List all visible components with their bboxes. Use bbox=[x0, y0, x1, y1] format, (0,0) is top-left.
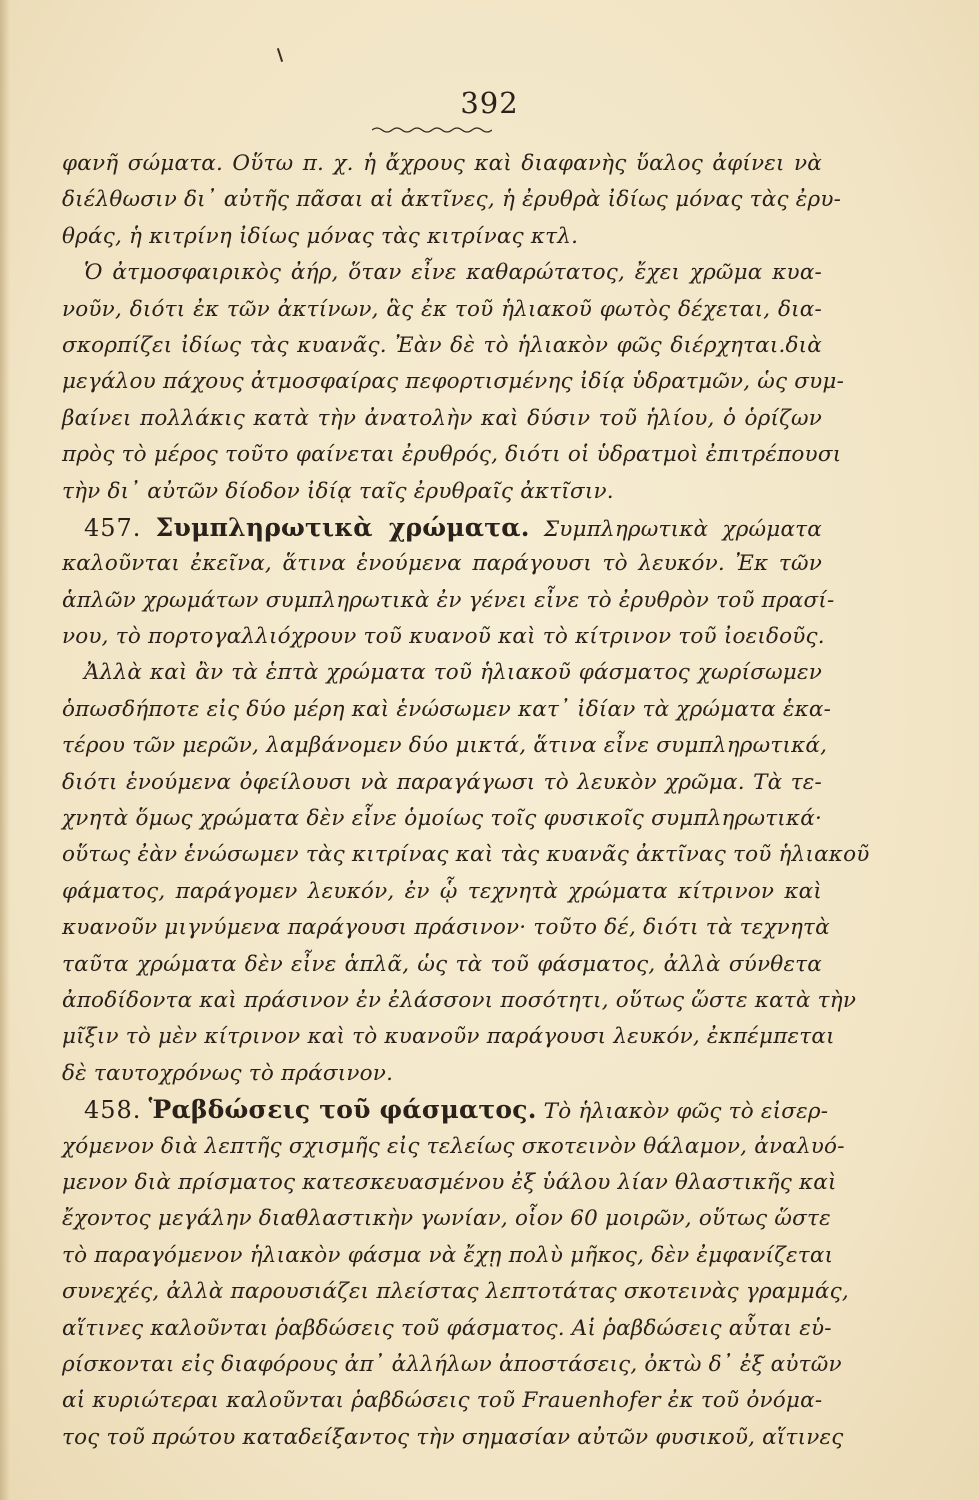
text-line: αἵτινες καλοῦνται ῥαβδώσεις τοῦ φάσματος. Αἱ ῥαβδώσεις αὗται εὑ- bbox=[62, 1315, 832, 1341]
text-line: μῖξιν τὸ μὲν κίτρινον καὶ τὸ κυανοῦν παράγουσι λευκόν, ἐκπέμπεται bbox=[62, 1024, 835, 1050]
text-line: διότι ἑνούμενα ὀφείλουσι νὰ παραγάγωσι τὸ λευκὸν χρῶμα. Τὰ τε- bbox=[62, 769, 822, 795]
text-line: φάματος, παράγομεν λευκόν, ἐν ᾧ τεχνητὰ χρώματα κίτρινον καὶ bbox=[62, 878, 822, 904]
text-line: τὴν δι᾽ αὐτῶν δίοδον ἰδίᾳ ταῖς ἐρυθραῖς ἀκτῖσιν. bbox=[62, 478, 614, 504]
text-line: ἔχοντος μεγάλην διαθλαστικὴν γωνίαν, οἷον 60 μοιρῶν, οὕτως ὥστε bbox=[62, 1206, 831, 1232]
text-line: νοῦν, διότι ἐκ τῶν ἀκτίνων, ἃς ἐκ τοῦ ἡλιακοῦ φωτὸς δέχεται, δια- bbox=[62, 296, 822, 322]
text-line: ρίσκονται εἰς διαφόρους ἀπ᾽ ἀλλήλων ἀποστάσεις, ὀκτὼ δ᾽ ἐξ αὐτῶν bbox=[62, 1351, 842, 1377]
text-line: ὁπωσδήποτε εἰς δύο μέρη καὶ ἑνώσωμεν κατ᾽ ἰδίαν τὰ χρώματα ἑκα- bbox=[62, 696, 832, 722]
text-line: φανῆ σώματα. Οὕτω π. χ. ἡ ἄχρους καὶ διαφανὴς ὕαλος ἀφίνει νὰ bbox=[62, 151, 822, 176]
text-line: χόμενον διὰ λεπτῆς σχισμῆς εἰς τελείως σκοτεινὸν θάλαμον, ἀναλυό- bbox=[62, 1133, 845, 1159]
text-line: κυανοῦν μιγνύμενα παράγουσι πράσινον· τοῦτο δέ, διότι τὰ τεχνητὰ bbox=[62, 915, 830, 941]
text-line: μεγάλου πάχους ἀτμοσφαίρας πεφορτισμένης ἰδίᾳ ὑδρατμῶν, ὡς συμ- bbox=[62, 369, 845, 395]
section-number: 457. bbox=[84, 513, 142, 542]
page-number: 392 bbox=[460, 86, 519, 120]
text-line: δὲ ταυτοχρόνως τὸ πράσινον. bbox=[62, 1060, 394, 1086]
section-title: Ῥαβδώσεις τοῦ φάσματος. bbox=[148, 1095, 537, 1125]
text-line: πρὸς τὸ μέρος τοῦτο φαίνεται ἐρυθρός, διότι οἱ ὑδρατμοὶ ἐπιτρέπουσι bbox=[62, 442, 842, 468]
text-line: καλοῦνται ἐκεῖνα, ἅτινα ἑνούμενα παράγουσι τὸ λευκόν. Ἐκ τῶν bbox=[62, 551, 822, 577]
text-line: ταῦτα χρώματα δὲν εἶνε ἁπλᾶ, ὡς τὰ τοῦ φάσματος, ἀλλὰ σύνθετα bbox=[62, 951, 822, 977]
section-heading-458 bbox=[62, 1092, 829, 1128]
text-line: βαίνει πολλάκις κατὰ τὴν ἀνατολὴν καὶ δύσιν τοῦ ἡλίου, ὁ ὁρίζων bbox=[62, 405, 822, 431]
text-line: Ὁ ἀτμοσφαιρικὸς ἀήρ, ὅταν εἶνε καθαρώτατος, ἔχει χρῶμα κυα- bbox=[84, 260, 822, 286]
page-number-ornament bbox=[372, 126, 492, 134]
text-line: μενον διὰ πρίσματος κατεσκευασμένου ἐξ ὑάλου λίαν θλαστικῆς καὶ bbox=[62, 1169, 837, 1195]
text-line: Ἀλλὰ καὶ ἂν τὰ ἑπτὰ χρώματα τοῦ ἡλιακοῦ φάσματος χωρίσωμεν bbox=[84, 660, 822, 686]
section-lead-text: Συμπληρωτικὰ χρώματα bbox=[543, 516, 822, 542]
text-line: σκορπίζει ἰδίως τὰς κυανᾶς. Ἐὰν δὲ τὸ ἡλιακὸν φῶς διέρχηται.διὰ bbox=[62, 332, 822, 358]
text-line: αἱ κυριώτεραι καλοῦνται ῥαβδώσεις τοῦ Frauenhofer ἐκ τοῦ ὀνόμα- bbox=[62, 1388, 823, 1414]
text-line: τὸ παραγόμενον ἡλιακὸν φάσμα νὰ ἔχῃ πολὺ μῆκος, δὲν ἐμφανίζεται bbox=[62, 1242, 834, 1268]
text-line: ἀποδίδοντα καὶ πράσινον ἐν ἐλάσσονι ποσότητι, οὕτως ὥστε κατὰ τὴν bbox=[62, 987, 857, 1013]
text-line: διέλθωσιν δι᾽ αὐτῆς πᾶσαι αἱ ἀκτῖνες, ἡ ἐρυθρὰ ἰδίως μόνας τὰς ἐρυ- bbox=[62, 187, 842, 213]
section-lead-text: Τὸ ἡλιακὸν φῶς τὸ εἰσερ- bbox=[543, 1099, 829, 1125]
page-edge-shadow bbox=[0, 0, 10, 1500]
text-line: οὕτως ἐὰν ἑνώσωμεν τὰς κιτρίνας καὶ τὰς κυανᾶς ἀκτῖνας τοῦ ἡλιακοῦ bbox=[62, 842, 870, 868]
section-number: 458. bbox=[84, 1096, 142, 1125]
text-line: ἁπλῶν χρωμάτων συμπληρωτικὰ ἐν γένει εἶνε τὸ ἐρυθρὸν τοῦ πρασί- bbox=[62, 587, 835, 613]
stray-mark bbox=[277, 48, 283, 62]
text-line: τος τοῦ πρώτου καταδείξαντος τὴν σημασίαν αὐτῶν φυσικοῦ, αἵτινες bbox=[62, 1424, 844, 1450]
section-heading-457 bbox=[62, 510, 822, 546]
section-title: Συμπληρωτικὰ χρώματα. bbox=[155, 512, 530, 542]
body-text bbox=[62, 146, 870, 1456]
text-line: χνητὰ ὅμως χρώματα δὲν εἶνε ὁμοίως τοῖς φυσικοῖς συμπληρωτικά· bbox=[62, 806, 822, 832]
text-line: τέρου τῶν μερῶν, λαμβάνομεν δύο μικτά, ἅτινα εἶνε συμπληρωτικά, bbox=[62, 733, 828, 759]
text-line: νου, τὸ πορτογαλλιόχρουν τοῦ κυανοῦ καὶ τὸ κίτρινον τοῦ ἰοειδοῦς. bbox=[62, 624, 825, 650]
text-line: θράς, ἡ κιτρίνη ἰδίως μόνας τὰς κιτρίνας κτλ. bbox=[62, 223, 579, 249]
text-line: συνεχές, ἀλλὰ παρουσιάζει πλείστας λεπτοτάτας σκοτεινὰς γραμμάς, bbox=[62, 1279, 849, 1305]
